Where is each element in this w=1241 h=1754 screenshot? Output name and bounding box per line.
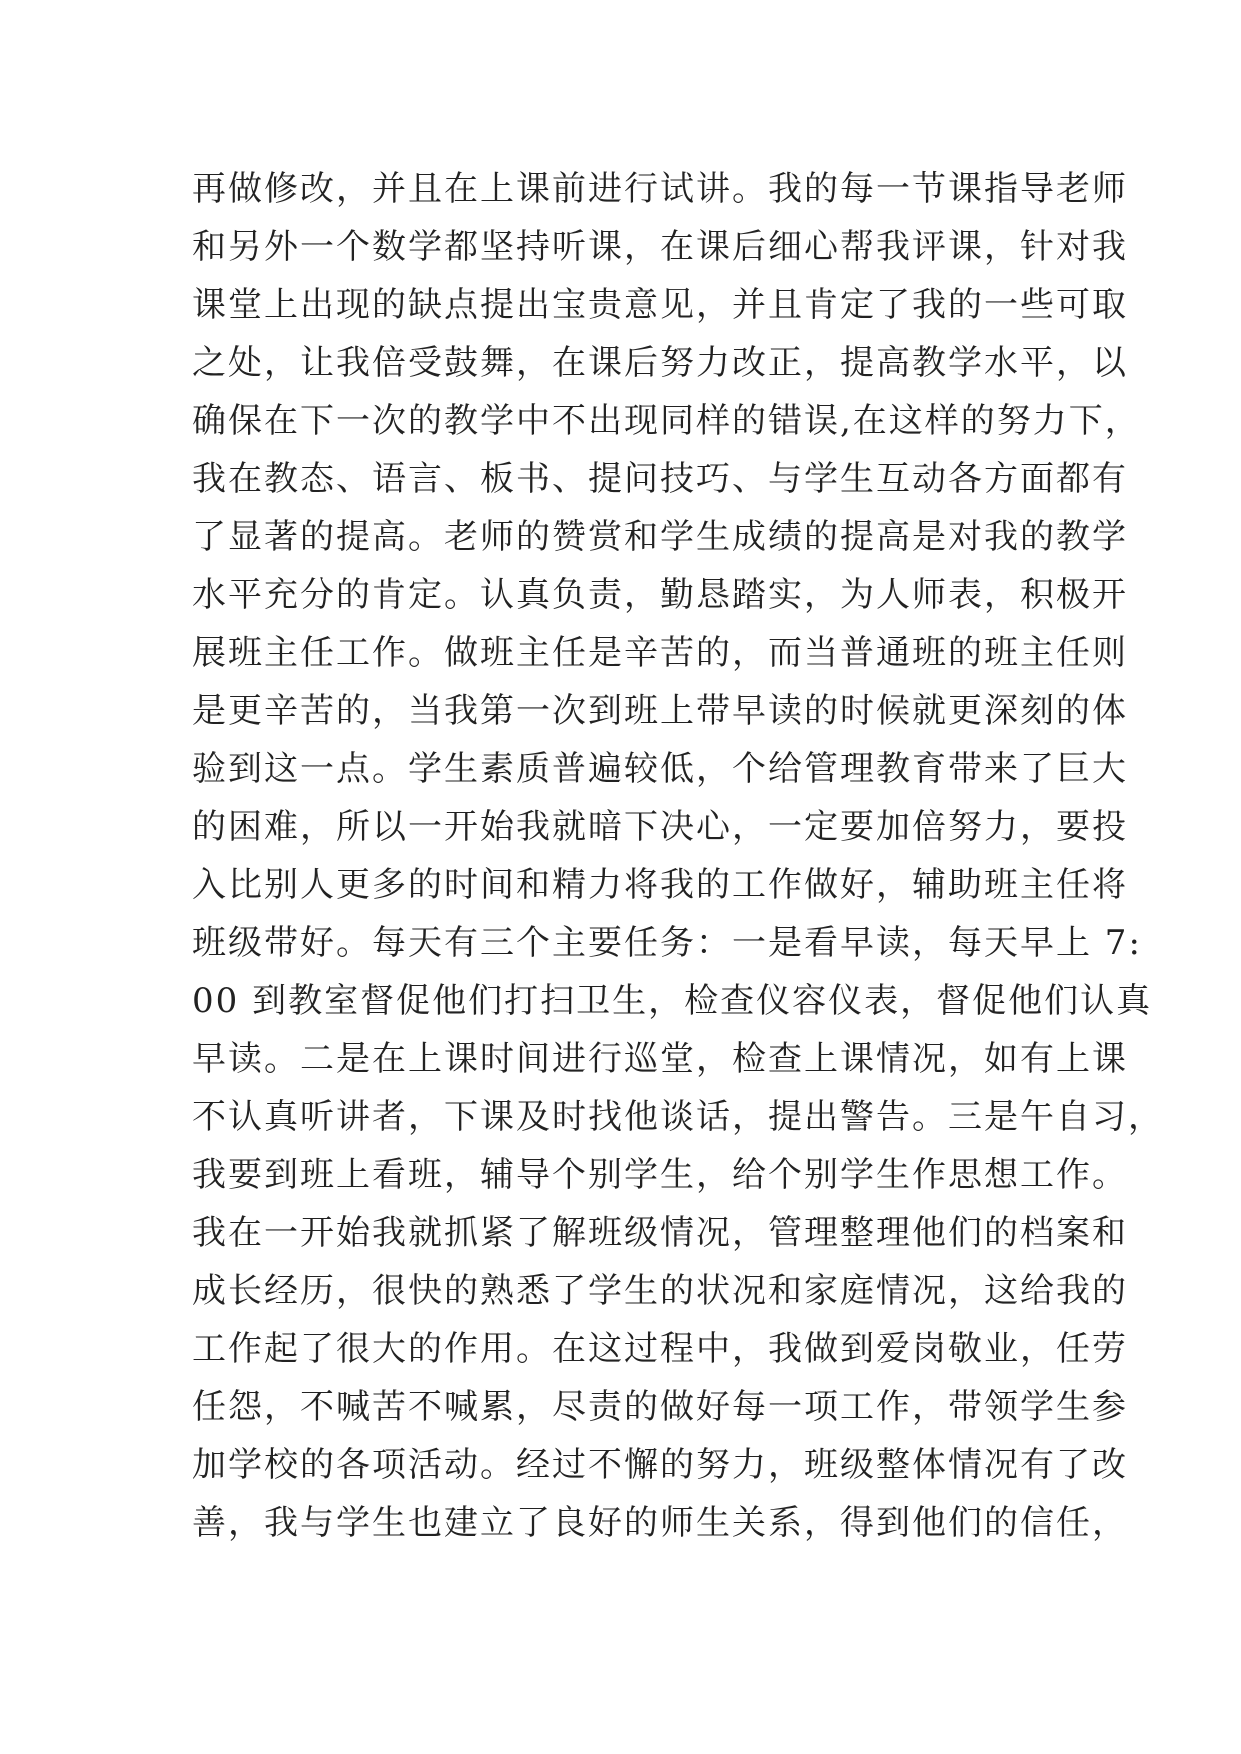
text-line: 之处，让我倍受鼓舞，在课后努力改正，提高教学水平，以 bbox=[192, 343, 1128, 383]
text-line: 加学校的各项活动。经过不懈的努力，班级整体情况有了改 bbox=[192, 1445, 1128, 1485]
text-line: 确保在下一次的教学中不出现同样的错误,在这样的努力下， bbox=[192, 401, 1141, 441]
text-line: 早读。二是在上课时间进行巡堂，检查上课情况，如有上课 bbox=[192, 1039, 1128, 1079]
text-line: 了显著的提高。老师的赞赏和学生成绩的提高是对我的教学 bbox=[192, 517, 1128, 557]
text-line: 不认真听讲者，下课及时找他谈话，提出警告。三是午自习， bbox=[192, 1097, 1164, 1137]
text-line: 水平充分的肯定。认真负责，勤恳踏实，为人师表，积极开 bbox=[192, 575, 1128, 615]
text-line: 善，我与学生也建立了良好的师生关系，得到他们的信任， bbox=[192, 1503, 1128, 1543]
text-line: 我在一开始我就抓紧了解班级情况，管理整理他们的档案和 bbox=[192, 1213, 1128, 1253]
text-line: 是更辛苦的，当我第一次到班上带早读的时候就更深刻的体 bbox=[192, 691, 1128, 731]
text-line: 00 到教室督促他们打扫卫生，检查仪容仪表，督促他们认真 bbox=[192, 981, 1153, 1021]
text-line: 验到这一点。学生素质普遍较低，个给管理教育带来了巨大 bbox=[192, 749, 1128, 789]
text-line: 课堂上出现的缺点提出宝贵意见，并且肯定了我的一些可取 bbox=[192, 285, 1128, 325]
text-line: 再做修改，并且在上课前进行试讲。我的每一节课指导老师 bbox=[192, 169, 1128, 209]
text-line: 展班主任工作。做班主任是辛苦的，而当普通班的班主任则 bbox=[192, 633, 1128, 673]
text-line: 任怨，不喊苦不喊累，尽责的做好每一项工作，带领学生参 bbox=[192, 1387, 1128, 1427]
text-line: 我要到班上看班，辅导个别学生，给个别学生作思想工作。 bbox=[192, 1155, 1128, 1195]
body-text bbox=[192, 160, 1164, 1552]
text-line: 班级带好。每天有三个主要任务：一是看早读，每天早上 7: bbox=[192, 923, 1142, 963]
text-line: 和另外一个数学都坚持听课，在课后细心帮我评课，针对我 bbox=[192, 227, 1128, 267]
text-line: 入比别人更多的时间和精力将我的工作做好，辅助班主任将 bbox=[192, 865, 1128, 905]
text-line: 我在教态、语言、板书、提问技巧、与学生互动各方面都有 bbox=[192, 459, 1128, 499]
text-line: 工作起了很大的作用。在这过程中，我做到爱岗敬业，任劳 bbox=[192, 1329, 1128, 1369]
text-line: 的困难，所以一开始我就暗下决心，一定要加倍努力，要投 bbox=[192, 807, 1128, 847]
text-line: 成长经历，很快的熟悉了学生的状况和家庭情况，这给我的 bbox=[192, 1271, 1128, 1311]
